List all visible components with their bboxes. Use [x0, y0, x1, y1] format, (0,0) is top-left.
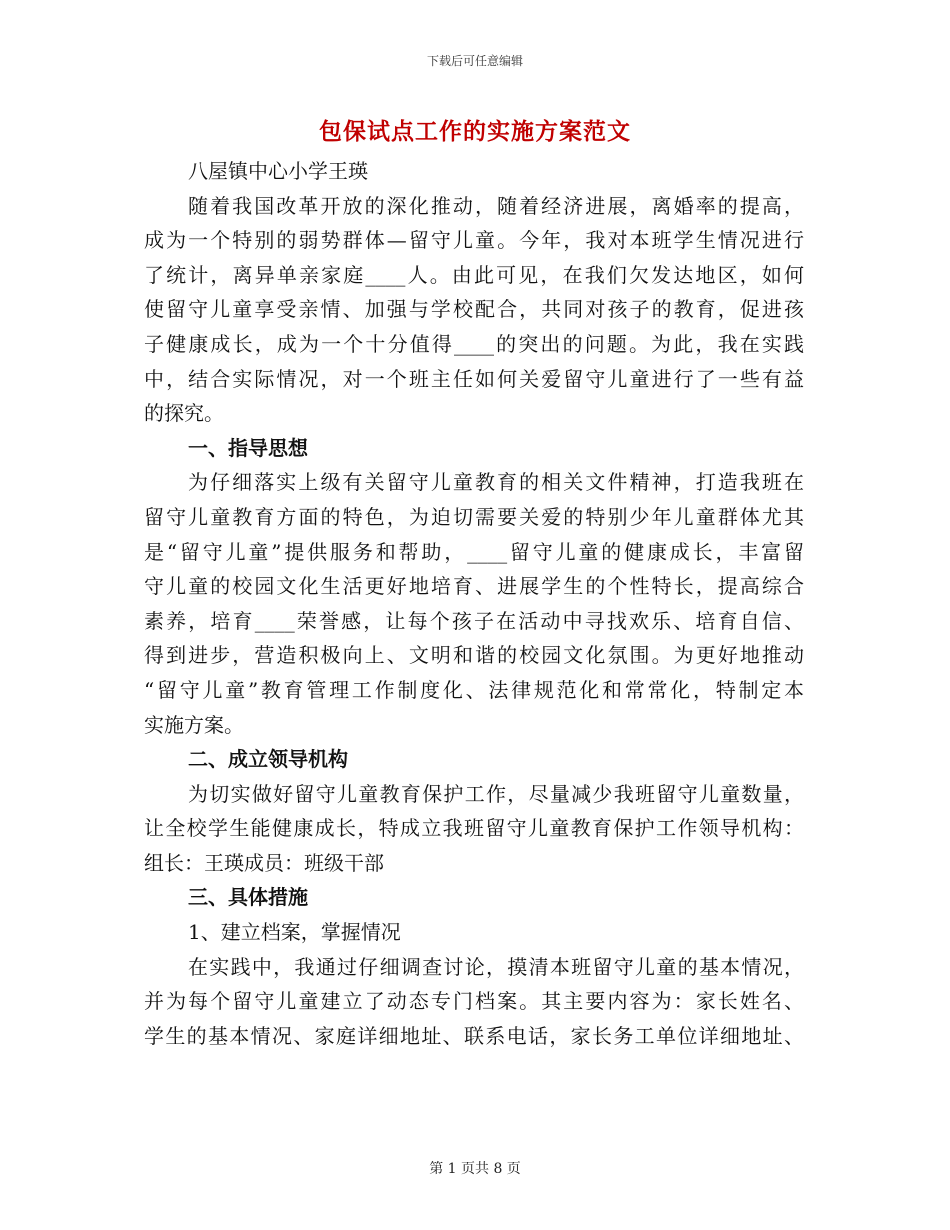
- paragraph-line: 组长：王瑛成员：班级干部: [144, 850, 384, 875]
- paragraph-line: 为切实做好留守儿童教育保护工作，尽量减少我班留守儿童数量，: [188, 781, 804, 806]
- document-body: [144, 154, 804, 1053]
- paragraph-line: 在实践中，我通过仔细调查讨论，摸清本班留守儿童的基本情况，: [188, 954, 804, 979]
- paragraph-line: 留守儿童教育方面的特色，为迫切需要关爱的特别少年儿童群体尤其: [144, 504, 804, 529]
- paragraph-line: 守儿童的校园文化生活更好地培育、进展学生的个性特长，提高综合: [144, 574, 804, 599]
- author-line: 八屋镇中心小学王瑛: [188, 159, 368, 183]
- paragraph-line: 是“留守儿童”提供服务和帮助，____留守儿童的健康成长，丰富留: [144, 539, 804, 564]
- paragraph-line: 随着我国改革开放的深化推动，随着经济进展，离婚率的提高，: [188, 193, 804, 218]
- paragraph-line: 得到进步，营造积极向上、文明和谐的校园文化氛围。为更好地推动: [144, 643, 804, 668]
- paragraph-line: 了统计，离异单亲家庭____人。由此可见，在我们欠发达地区，如何: [144, 262, 804, 287]
- paragraph-line: 中，结合实际情况，对一个班主任如何关爱留守儿童进行了一些有益: [144, 366, 804, 391]
- paragraph-line: “留守儿童”教育管理工作制度化、法律规范化和常常化，特制定本: [144, 677, 804, 702]
- paragraph-line: 并为每个留守儿童建立了动态专门档案。其主要内容为：家长姓名、: [144, 989, 804, 1014]
- section-heading: 三、具体措施: [188, 885, 308, 910]
- subsection-heading: 1、建立档案，掌握情况: [188, 920, 401, 945]
- paragraph-line: 的探究。: [144, 401, 224, 426]
- page-number: 第 1 页共 8 页: [429, 1161, 521, 1177]
- paragraph-line: 为仔细落实上级有关留守儿童教育的相关文件精神，打造我班在: [188, 470, 804, 495]
- paragraph-line: 子健康成长，成为一个十分值得____的突出的问题。为此，我在实践: [144, 331, 804, 356]
- paragraph-line: 成为一个特别的弱势群体—留守儿童。今年，我对本班学生情况进行: [144, 228, 804, 253]
- paragraph-line: 实施方案。: [144, 712, 244, 737]
- header-note: 下载后可任意编辑: [426, 54, 523, 68]
- document-title: 包保试点工作的实施方案范文: [319, 118, 631, 145]
- paragraph-line: 使留守儿童享受亲情、加强与学校配合，共同对孩子的教育，促进孩: [144, 297, 804, 322]
- paragraph-line: 让全校学生能健康成长，特成立我班留守儿童教育保护工作领导机构：: [144, 816, 804, 841]
- section-heading: 一、指导思想: [188, 435, 308, 460]
- paragraph-line: 素养，培育____荣誉感，让每个孩子在活动中寻找欢乐、培育自信、: [144, 608, 804, 633]
- section-heading: 二、成立领导机构: [188, 747, 348, 772]
- paragraph-line: 学生的基本情况、家庭详细地址、联系电话，家长务工单位详细地址、: [144, 1023, 804, 1048]
